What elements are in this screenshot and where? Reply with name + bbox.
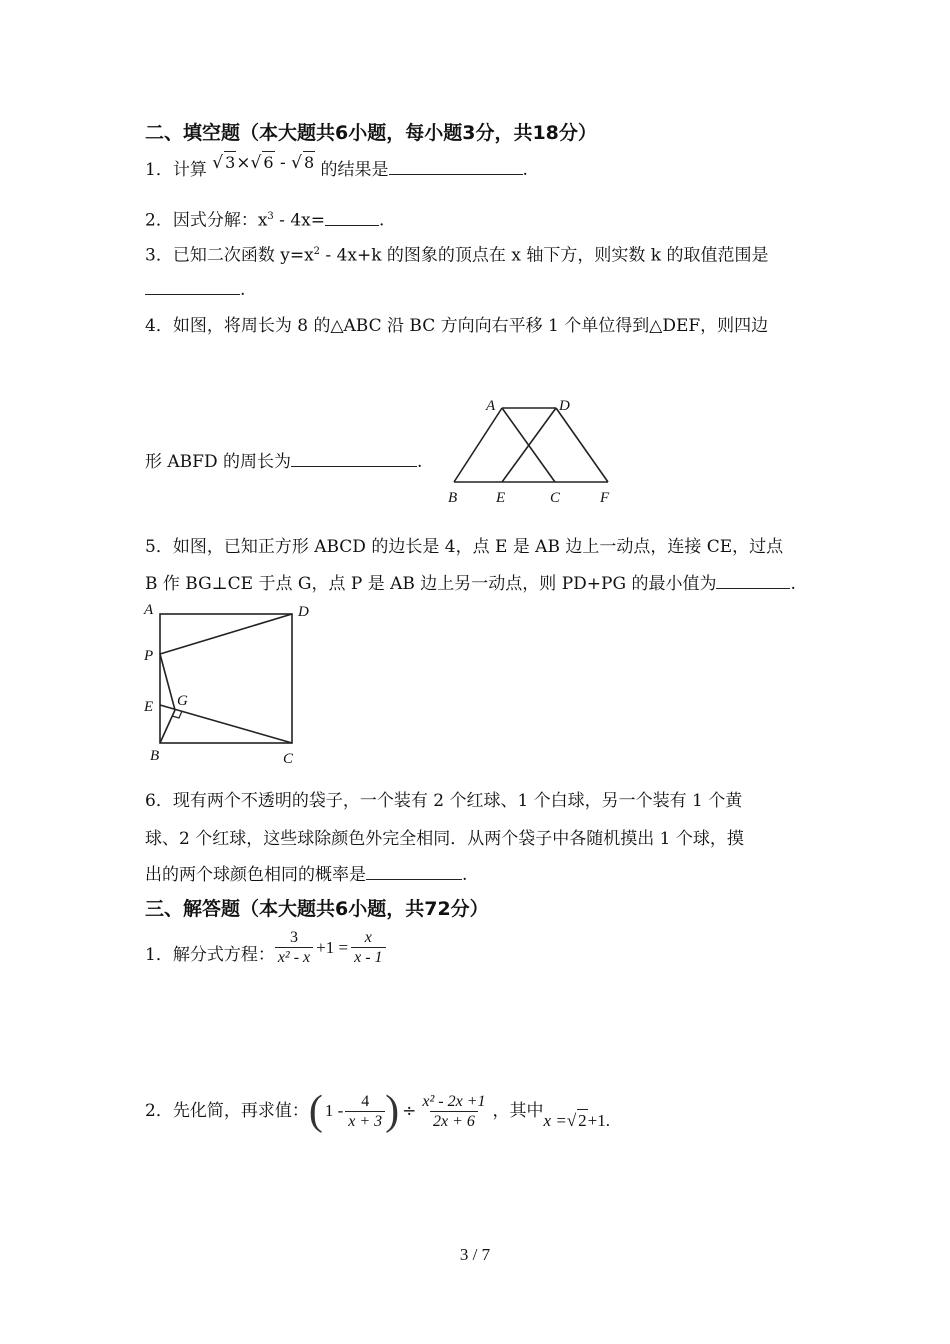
a2-fraction-1 [345,1092,385,1131]
q1-suffix: 的结果是 [320,160,389,180]
q5-line-2-text: B 作 BG⊥CE 于点 G，点 P 是 AB 边上另一动点，则 PD+PG 的最小值为 [145,574,717,594]
q2-rest: - 4x= [273,210,325,231]
q5-figure [138,598,328,770]
q4-label-a: A [486,398,496,414]
q3-text-a: 3．已知二次函数 y=x [145,245,314,266]
q4-label-f: F [600,490,610,506]
q5-segment-bg [160,710,175,743]
a2-condition-end: +1. [587,1110,610,1130]
q3-end: . [240,280,246,300]
q1-expression: √ 3×√ 6 - √ 8 [212,153,315,173]
q5-label-b: B [150,748,160,764]
q5-segment-pg [160,654,175,710]
q4-answer-blank[interactable] [291,451,417,467]
a2-left-paren: ( [308,1088,323,1134]
q4-line-2-text: 形 ABFD 的周长为 [145,452,292,472]
a1-fraction-2-denominator: x - 1 [351,947,385,967]
q3-exponent: 2 [313,246,321,257]
q1-radicand-1: 3 [225,153,236,172]
a2-fraction-2 [419,1092,488,1131]
a2-fraction-1-numerator: 4 [361,1092,370,1110]
q6-answer-blank[interactable] [366,864,462,880]
a2-fraction-1-denominator: x + 3 [345,1111,385,1131]
question-1 [145,153,528,181]
q5-label-c: C [283,751,294,767]
a2-where: ，其中 [492,1101,544,1121]
question-2 [145,206,384,232]
q1-answer-blank[interactable] [389,159,523,175]
q1-number: 1． [145,160,173,180]
q2-answer-blank[interactable] [325,210,379,226]
q5-label-p: P [144,648,154,664]
q5-segment-pd [160,614,292,654]
q4-label-b: B [448,490,458,506]
q3-answer-line [145,279,245,301]
q5-line-1: 5．如图，已知正方形 ABCD 的边长是 4，点 E 是 AB 边上一动点，连接 CE，过点 [145,537,784,557]
a2-fraction-2-denominator: 2x + 6 [430,1111,478,1131]
question-3 [145,241,768,267]
q2-text: 2．因式分解：x [145,210,268,231]
q1-prefix: 计算 [172,160,207,180]
q2-end: . [378,210,385,231]
q1-minus: - [279,153,286,173]
q6-line-1: 6．现有两个不透明的袋子，一个装有 2 个红球、1 个白球，另一个装有 1 个黄 [145,791,743,811]
q4-label-c: C [550,490,561,506]
a1-label: 1．解分式方程： [145,944,275,965]
q3-text-b: - 4x+k 的图象的顶点在 x 轴下方，则实数 k 的取值范围是 [320,245,769,266]
q1-end: . [522,160,528,180]
q5-end: . [790,574,796,594]
q5-answer-blank[interactable] [716,573,790,589]
q5-line-2 [145,573,796,595]
q2-exponent: 3 [267,211,274,222]
q1-radicand-3: 8 [303,153,315,172]
a2-condition-x: x = [543,1110,567,1130]
q3-answer-blank[interactable] [145,279,240,295]
a2-label: 2．先化简，再求值： [145,1101,309,1121]
a2-fraction-2-numerator: x² - 2x +1 [422,1092,486,1110]
q4-label-d: D [559,398,570,414]
q5-label-g: G [177,693,188,709]
page-number: 3 / 7 [459,1245,491,1264]
q4-label-e: E [496,490,506,506]
q4-line-1: 4．如图，将周长为 8 的△ABC 沿 BC 方向向右平移 1 个单位得到△DEF，则四边 [145,316,769,336]
q5-label-d: D [298,604,309,620]
q1-times: × [236,153,251,173]
answer-question-1 [145,928,386,967]
q1-radicand-2: 6 [263,153,274,172]
section-2-heading: 二、填空题（本大题共6小题，每小题3分，共18分） [145,122,597,144]
a1-fraction-2-numerator: x [364,929,372,946]
q4-segment-df [556,408,608,482]
a2-right-paren: ) [385,1088,400,1134]
q6-line-2: 球、2 个红球，这些球除颜色外完全相同．从两个袋子中各随机摸出 1 个球，摸 [145,829,744,849]
q4-line-2 [145,451,422,473]
a2-divide: ÷ [402,1101,417,1121]
q5-segment-ec [160,705,292,743]
q4-segment-ab [454,408,502,482]
a1-fraction-1-denominator: x² - x [275,947,313,967]
a1-plus-one: +1 = [316,937,349,957]
q6-line-3-text: 出的两个球颜色相同的概率是 [145,865,366,885]
a2-condition-radicand: 2 [578,1110,587,1130]
q4-end: . [417,452,423,472]
a2-condition: x =√ 2+1. [543,1110,610,1130]
q6-end: . [462,865,468,885]
a2-one-minus: 1 - [324,1101,344,1120]
section-3-heading: 三、解答题（本大题共6小题，共72分） [145,898,489,920]
q5-label-e: E [144,699,154,715]
a1-fraction-1-numerator: 3 [289,929,298,946]
q4-figure [440,392,630,510]
a1-fraction-1 [275,928,313,967]
q6-line-3 [145,864,467,886]
answer-question-2 [145,1086,610,1136]
a1-fraction-2 [351,928,385,967]
q5-label-a: A [144,602,154,618]
